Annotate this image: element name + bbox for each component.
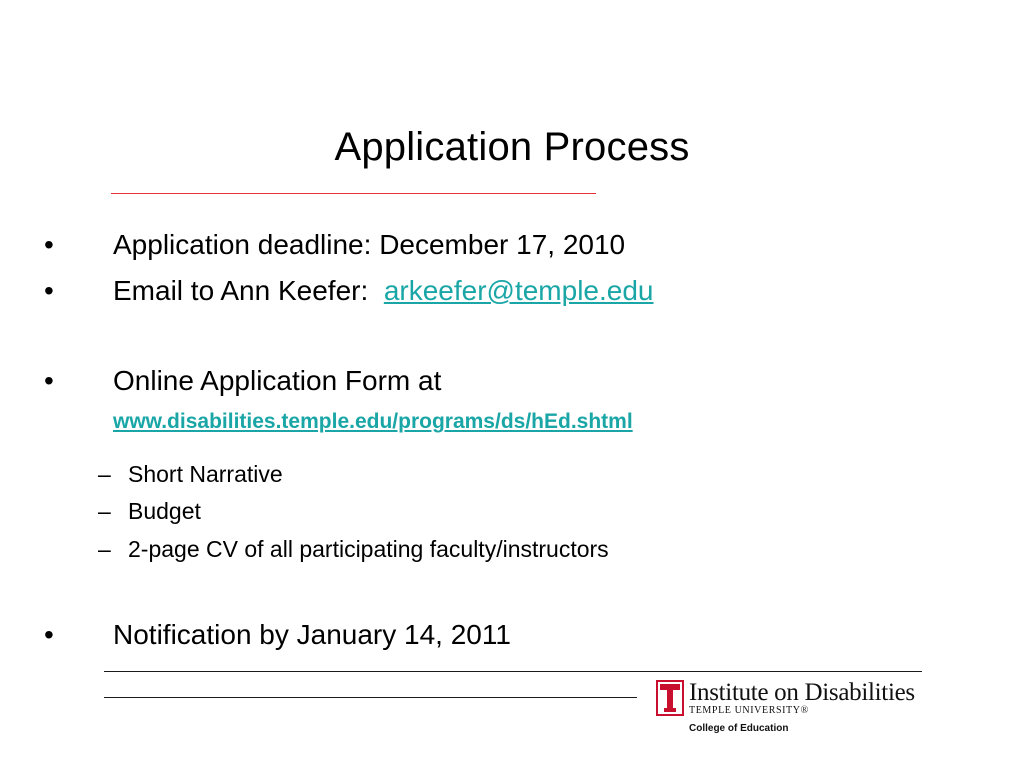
footer-rule-top	[104, 671, 922, 672]
temple-t-icon	[656, 680, 684, 716]
footer-rule-bottom	[104, 697, 637, 698]
bullet-dot: •	[44, 229, 54, 260]
form-url-link[interactable]: www.disabilities.temple.edu/programs/ds/hEd.shtml	[113, 410, 633, 433]
email-prefix: Email to Ann Keefer:	[113, 275, 384, 306]
notification-text: Notification by January 14, 2011	[113, 619, 511, 650]
bullet-dot: •	[44, 275, 54, 306]
form-url-row	[113, 409, 633, 435]
sub-dash: –	[98, 461, 111, 487]
university-name: TEMPLE UNIVERSITY®	[689, 705, 809, 716]
email-link[interactable]: arkeefer@temple.edu	[383, 275, 654, 306]
title-underline	[111, 193, 596, 194]
email-line	[113, 274, 654, 308]
institute-name: Institute on Disabilities	[689, 679, 915, 706]
institute-logo	[656, 680, 926, 740]
bullet-dot: •	[44, 619, 54, 650]
bullet-dot: •	[44, 365, 54, 396]
college-name: College of Education	[689, 723, 789, 734]
deadline-text: Application deadline: December 17, 2010	[113, 229, 626, 260]
slide-title: Application Process	[334, 125, 690, 169]
online-form-text: Online Application Form at	[113, 365, 442, 396]
sub-dash: –	[98, 498, 111, 524]
sub-dash: –	[98, 536, 111, 562]
sub-item-label: Short Narrative	[128, 461, 283, 487]
sub-item-label: Budget	[128, 498, 201, 524]
sub-item-label: 2-page CV of all participating faculty/instructors	[128, 536, 609, 562]
